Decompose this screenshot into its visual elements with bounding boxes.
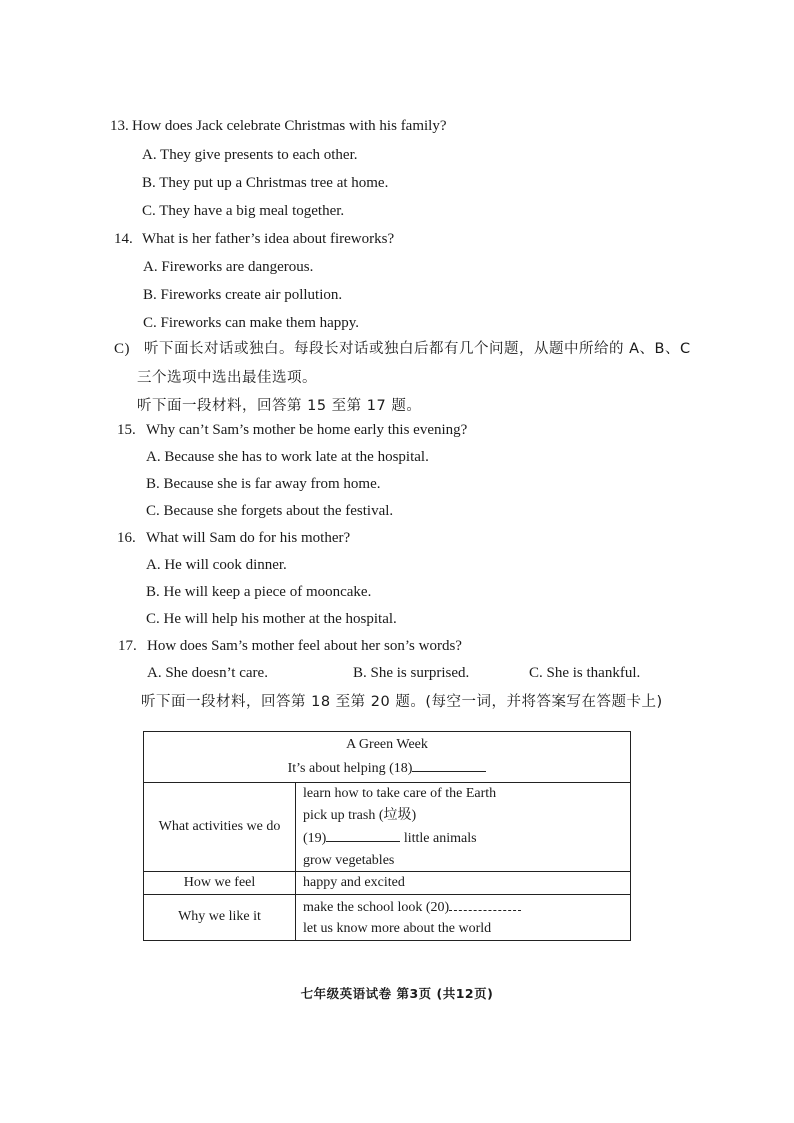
table-title: A Green Week [346,737,428,752]
blank-20[interactable] [449,895,521,911]
question-15-option-b: B. Because she is far away from home. [146,476,381,492]
question-16: 16. What will Sam do for his mother? [117,530,351,546]
table-row [144,872,631,895]
row-content-like: make the school look (20) let us know more about the world [296,894,631,940]
question-17: 17. How does Sam’s mother feel about her son’s words? [118,638,462,654]
question-16-option-c: C. He will help his mother at the hospital. [146,611,397,627]
question-17-option-a: A. She doesn’t care. [147,665,268,681]
question-15: 15. Why can’t Sam’s mother be home early this evening? [117,422,468,438]
section-c-instruction-line2: 三个选项中选出最佳选项。 [137,370,317,386]
question-13-option-a: A. They give presents to each other. [142,147,358,163]
section-c-instruction: C) 听下面长对话或独白。每段长对话或独白后都有几个问题，从题中所给的 A、B、C [114,341,691,357]
question-15-option-c: C. Because she forgets about the festival. [146,503,394,519]
row-label-like: Why we like it [144,894,296,940]
question-14-option-c: C. Fireworks can make them happy. [143,315,360,331]
question-13-option-b: B. They put up a Christmas tree at home. [142,175,389,191]
green-week-table [143,731,631,941]
row-content-feel: happy and excited [296,872,631,895]
table-row [144,894,631,940]
question-17-option-b: B. She is surprised. [353,665,470,681]
section-c-material: 听下面一段材料，回答第 15 至第 17 题。 [137,398,422,414]
material-18-20: 听下面一段材料，回答第 18 至第 20 题。(每空一词，并将答案写在答题卡上) [141,694,663,710]
row-label-feel: How we feel [144,872,296,895]
table-header-row [144,732,631,783]
row-label-activities: What activities we do [144,783,296,872]
question-13-option-c: C. They have a big meal together. [142,203,345,219]
question-16-option-a: A. He will cook dinner. [146,557,287,573]
table-row [144,783,631,872]
table-subtitle: It’s about helping (18) [144,756,630,780]
blank-18[interactable] [412,756,486,772]
question-14-option-a: A. Fireworks are dangerous. [143,259,314,275]
question-14-option-b: B. Fireworks create air pollution. [143,287,343,303]
row-content-activities: learn how to take care of the Earth pick up trash (垃圾) (19) little animals grow vegetables [296,783,631,872]
question-16-option-b: B. He will keep a piece of mooncake. [146,584,372,600]
blank-19[interactable] [326,826,400,842]
question-15-option-a: A. Because she has to work late at the hospital. [146,449,429,465]
page-footer: 七年级英语试卷 第3页 (共12页) [300,986,494,1001]
question-17-option-c: C. She is thankful. [529,665,641,681]
table-header [144,732,631,783]
question-13: 13. How does Jack celebrate Christmas with his family? [110,118,447,134]
question-14: 14. What is her father’s idea about fireworks? [114,231,395,247]
